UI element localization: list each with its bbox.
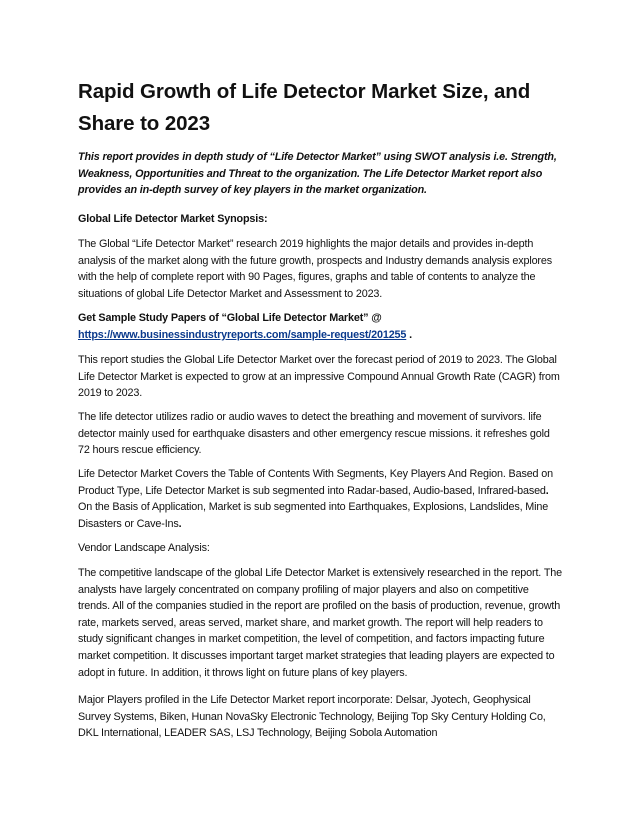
- vendor-heading: Vendor Landscape Analysis:: [78, 542, 210, 554]
- segments-text-2: On the Basis of Application, Market is sub segmented into Earthquakes, Explosions, Landslides, Mine Disasters or Cave-Ins: [78, 501, 549, 530]
- synopsis-heading: Global Life Detector Market Synopsis:: [78, 213, 268, 225]
- paragraph-major-players: Major Players profiled in the Life Detector Market report incorporate: Delsar, Jyotech, Geophysical Survey Systems, Biken, Hunan NovaSky Electronic Technology, Beijing Top Sky Century Holding Co, DKL International, LEADER SAS, LSJ Technology, Beijing Sobola Automation: [78, 694, 546, 740]
- document-title: Rapid Growth of Life Detector Market Size, and Share to 2023: [78, 80, 531, 135]
- segments-dot-1: .: [545, 484, 549, 497]
- sample-request-link[interactable]: https://www.businessindustryreports.com/sample-request/201255: [78, 328, 407, 341]
- sample-request-block: [78, 310, 562, 343]
- sample-request-label: Get Sample Study Papers of “Global Life Detector Market” @: [78, 312, 382, 324]
- paragraph-forecast: This report studies the Global Life Detector Market over the forecast period of 2019 to 2023. The Global Life Detector Market is expected to grow at an impressive Compound Annual Growth Rate (CAGR) from 2019 to 2023.: [78, 354, 560, 400]
- segments-dot-2: .: [178, 517, 182, 530]
- paragraph-technology: The life detector utilizes radio or audio waves to detect the breathing and movement of survivors. life detector mainly used for earthquake disasters and other emergency rescue missions. it refreshes gold 72 hours rescue efficiency.: [78, 411, 550, 457]
- paragraph-competitive-landscape: The competitive landscape of the global Life Detector Market is extensively researched in the report. The analysts have largely concentrated on company profiling of major players and also on competitive trends. All of the companies studied in the report are profiled on the basis of production, revenue, growth rate, markets served, areas served, market share, and market growth. The report will help readers to study significant changes in market competition, the level of competition, and factors impacting future market competition. It discusses important target market strategies that leading players are expected to adopt in future. In addition, it throws light on future plans of key players.: [78, 567, 562, 679]
- segments-text-1: Life Detector Market Covers the Table of Contents With Segments, Key Players And Region. Based on Product Type, Life Detector Market is sub segmented into Radar-based, Audio-based, Infrared-based: [78, 468, 553, 497]
- paragraph-segments: [78, 466, 562, 532]
- paragraph-overview: The Global “Life Detector Market” research 2019 highlights the major details and provides in-depth analysis of the market along with the future growth, prospects and Industry demands analysis explores with the help of complete report with 90 Pages, figures, graphs and table of contents to analyze the situations of global Life Detector Market and Assessment to 2023.: [78, 238, 552, 300]
- intro-paragraph: This report provides in depth study of “Life Detector Market” using SWOT analysis i.e. Strength, Weakness, Opportunities and Threat to the organization. The Life Detector Market report also provides an in-depth survey of key players in the market organization.: [78, 151, 557, 197]
- sample-request-suffix: .: [406, 328, 412, 341]
